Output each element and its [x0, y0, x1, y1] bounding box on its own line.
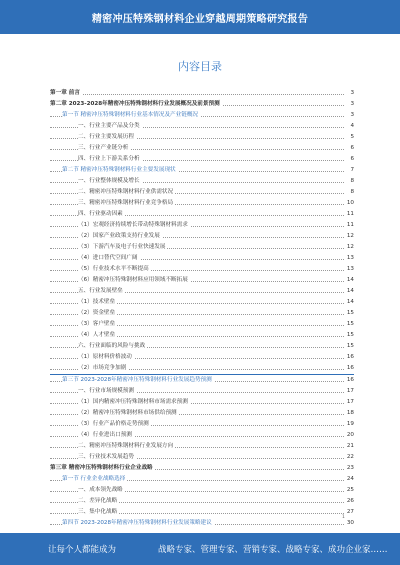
toc-entry[interactable] — [50, 319, 354, 330]
toc-entry[interactable] — [50, 132, 354, 143]
toc-entry[interactable] — [50, 176, 354, 187]
toc-entry-title: 第四节 2023-2028年精密冲压特殊钢材料行业发展策略建议 — [62, 518, 214, 529]
toc-entry-title: 三、行业产业链分析 — [78, 143, 130, 154]
toc-entry[interactable] — [50, 253, 354, 264]
toc-entry-title: 第一节 行业企业战略选择 — [62, 474, 127, 485]
toc-entry-title: 一、行业整体规模及增长 — [78, 176, 142, 187]
toc-entry-title: 第二章 2023-2028年精密冲压特殊钢材料行业发展概况及前景预测 — [50, 99, 222, 110]
toc-entry[interactable] — [50, 463, 354, 474]
toc-entry-title: 二、行业主要发展历程 — [78, 132, 136, 143]
toc-entry-page: 23 — [346, 463, 354, 474]
toc-entry[interactable] — [50, 143, 354, 154]
toc-entry-title: 六、行业面临的风险与挑战 — [78, 341, 147, 352]
toc-entry-page: 15 — [346, 330, 354, 341]
toc-entry-page: 27 — [346, 507, 354, 518]
toc-entry-title: 二、差异化战略 — [78, 496, 119, 507]
toc-entry-page: 11 — [346, 209, 354, 220]
toc-entry[interactable] — [50, 242, 354, 253]
toc-entry-title: （1）宏观经济持续增长带动特殊钢材料需求 — [78, 220, 190, 231]
toc-entry-page: 8 — [349, 187, 354, 198]
toc-entry-page: 21 — [346, 441, 354, 452]
toc-entry-title: （4）行业进出口预测 — [78, 430, 134, 441]
toc-entry-title: 一、行业市场规模预测 — [78, 386, 136, 397]
toc-entry[interactable] — [50, 121, 354, 132]
toc-entry-title: 一、行业主要产品及分类 — [78, 121, 142, 132]
toc-heading: 内容目录 — [178, 60, 222, 73]
toc-entry-page: 24 — [346, 474, 354, 485]
toc-entry-title: 二、精密冲压特殊钢材料行业发展方向 — [78, 441, 175, 452]
toc-entry-page: 6 — [349, 143, 354, 154]
toc-entry-title: 第一章 前言 — [50, 88, 82, 99]
toc-entry[interactable] — [50, 485, 354, 496]
toc-entry-page: 16 — [346, 363, 354, 374]
toc-entry-page: 15 — [346, 341, 354, 352]
toc-entry[interactable] — [50, 264, 354, 275]
toc-entry[interactable] — [50, 430, 354, 441]
toc-entry[interactable] — [50, 308, 354, 319]
toc-entry-page: 25 — [346, 485, 354, 496]
footer-slogan: 战略专家、管理专家、营销专家、战略专家、成功企业家…… — [158, 545, 388, 555]
toc-entry-page: 7 — [349, 165, 354, 176]
toc-entry[interactable] — [50, 231, 354, 242]
report-header — [0, 0, 400, 34]
toc-entry[interactable] — [50, 419, 354, 430]
toc-entry-title: （2）资金壁垒 — [78, 308, 117, 319]
footer-brand: 让每个人都能成为 — [48, 545, 117, 555]
toc-entry-title: （3）下游汽车及电子行业快速发展 — [78, 242, 167, 253]
toc-entry-title: （3）行业产品价格走势预测 — [78, 419, 151, 430]
toc-entry[interactable] — [50, 352, 354, 363]
toc-entry-page: 6 — [349, 154, 354, 165]
toc-entry-page: 19 — [346, 419, 354, 430]
toc-entry[interactable] — [50, 363, 354, 374]
toc-entry-title: 第三章 精密冲压特殊钢材料行业企业战略 — [50, 463, 155, 474]
toc-entry-title: 第二节 精密冲压特殊钢材料行业主要发展现状 — [62, 165, 178, 176]
toc-entry[interactable] — [50, 286, 354, 297]
toc-entry-title: （6）精密冲压特殊钢材料应用领域不断拓展 — [78, 275, 190, 286]
toc-entry-page: 14 — [346, 275, 354, 286]
toc-entry-page: 26 — [346, 496, 354, 507]
toc-entry-title: （2）精密冲压特殊钢材料市场供给预测 — [78, 408, 179, 419]
toc-entry-page: 4 — [349, 121, 354, 132]
toc-entry-title: （4）人才壁垒 — [78, 330, 117, 341]
toc-entry[interactable] — [50, 341, 354, 352]
toc-entry-page: 17 — [346, 397, 354, 408]
toc-entry[interactable] — [50, 275, 354, 286]
toc-entry[interactable] — [50, 154, 354, 165]
toc-entry[interactable] — [50, 330, 354, 341]
toc-entry[interactable] — [50, 507, 354, 518]
toc-entry[interactable] — [50, 209, 354, 220]
toc-entry[interactable] — [50, 99, 354, 110]
toc-entry-title: 第一节 精密冲压特殊钢材料行业基本情况及产业链概况 — [62, 110, 200, 121]
toc-entry-title: 第三节 2023-2028年精密冲压特殊钢材料行业发展趋势预测 — [62, 375, 214, 386]
toc-entry-title: 四、行业上下游关系分析 — [78, 154, 142, 165]
toc-entry-page: 16 — [346, 352, 354, 363]
toc-entry-page: 12 — [346, 231, 354, 242]
toc-entry-page: 11 — [346, 220, 354, 231]
toc-entry-page: 10 — [346, 198, 354, 209]
toc-entry-title: （2）国家产业政策支持行业发展 — [78, 231, 162, 242]
toc-entry-page: 18 — [346, 408, 354, 419]
toc-entry-page: 14 — [346, 297, 354, 308]
toc-entry-title: （4）进口替代空间广阔 — [78, 253, 140, 264]
toc-entry[interactable] — [50, 297, 354, 308]
toc-entry-title: 五、行业发展壁垒 — [78, 286, 125, 297]
toc-entry[interactable] — [50, 518, 354, 529]
toc-entry-page: 17 — [346, 386, 354, 397]
toc-entry-title: （3）客户壁垒 — [78, 319, 117, 330]
toc-entry[interactable] — [50, 165, 354, 176]
report-title: 精密冲压特殊钢材料企业穿越周期策略研究报告 — [91, 13, 309, 25]
toc-entry-page: 13 — [346, 264, 354, 275]
toc-entry-title: （5）行业技术水平不断提高 — [78, 264, 151, 275]
toc-entry-page: 30 — [346, 518, 354, 529]
toc-entry-page: 15 — [346, 308, 354, 319]
toc-entry[interactable] — [50, 397, 354, 408]
toc-entry[interactable] — [50, 386, 354, 397]
toc-entry-page: 22 — [346, 452, 354, 463]
footer-banner — [0, 533, 400, 565]
toc-entry[interactable] — [50, 496, 354, 507]
toc-entry[interactable] — [50, 374, 354, 386]
toc-entry-title: （1）原材料价格波动 — [78, 352, 134, 363]
toc-entry[interactable] — [50, 198, 354, 209]
toc-entry-page: 20 — [346, 430, 354, 441]
toc-entry-page: 13 — [346, 253, 354, 264]
toc-leader-dots — [50, 94, 344, 95]
toc-entry[interactable] — [50, 110, 354, 121]
toc-entry[interactable] — [50, 408, 354, 419]
toc-entry-page: 12 — [346, 242, 354, 253]
toc-entry[interactable] — [50, 187, 354, 198]
toc-entry-page: 16 — [346, 375, 354, 386]
toc-entry-title: 四、行业驱动因素 — [78, 209, 125, 220]
page-number: 1 — [342, 515, 345, 520]
toc-entry-page: 3 — [349, 88, 354, 99]
toc-entry[interactable] — [50, 220, 354, 231]
toc-entry-title: （2）市场竞争加剧 — [78, 363, 128, 374]
toc-entry-page: 3 — [349, 110, 354, 121]
toc-entry-page: 5 — [349, 132, 354, 143]
toc-entry-title: 三、精密冲压特殊钢材料行业竞争格局 — [78, 198, 175, 209]
toc-entry-title: （1）国内精密冲压特殊钢材料市场需求预测 — [78, 397, 190, 408]
toc-entry-page: 8 — [349, 176, 354, 187]
toc-entry-page: 15 — [346, 319, 354, 330]
toc-entry[interactable] — [50, 88, 354, 99]
toc-entry-page: 14 — [346, 286, 354, 297]
toc-entry-title: 二、精密冲压特殊钢材料行业供需状况 — [78, 187, 175, 198]
table-of-contents — [50, 88, 354, 526]
toc-entry-page: 3 — [349, 99, 354, 110]
toc-entry-title: （1）技术壁垒 — [78, 297, 117, 308]
toc-entry-title: 三、行业技术发展趋势 — [78, 452, 136, 463]
toc-entry[interactable] — [50, 452, 354, 463]
toc-entry[interactable] — [50, 441, 354, 452]
toc-entry-title: 一、成本领先战略 — [78, 485, 125, 496]
toc-entry[interactable] — [50, 474, 354, 485]
toc-entry-title: 三、集中化战略 — [78, 507, 119, 518]
